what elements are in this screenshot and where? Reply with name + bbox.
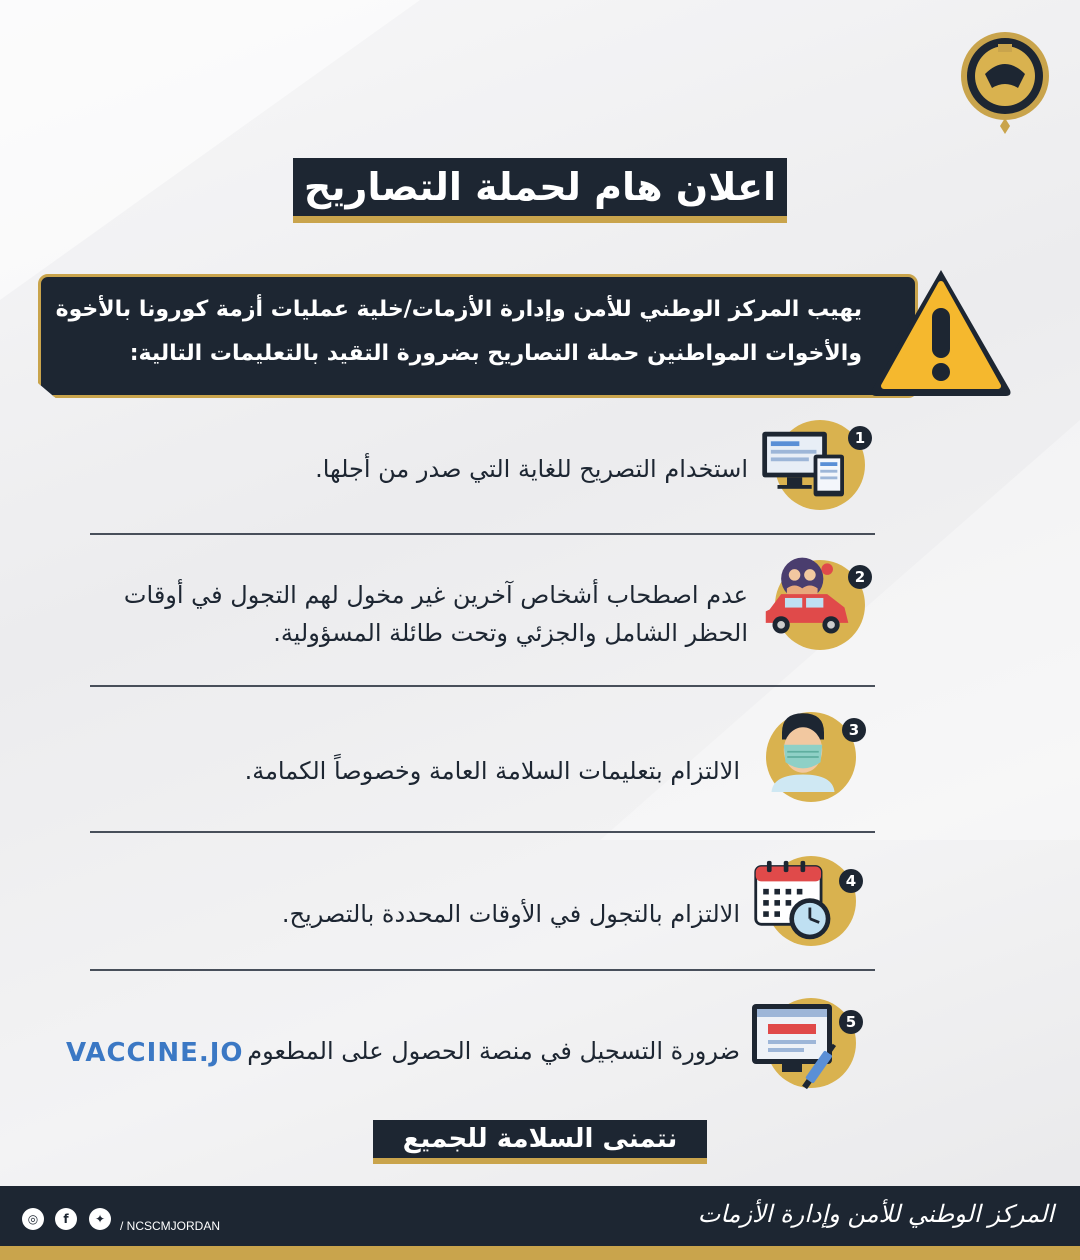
organization-logo-text: المركز الوطني للأمن وإدارة الأزمات (697, 1200, 1054, 1228)
divider (90, 685, 875, 687)
item-line: الالتزام بتعليمات السلامة العامة وخصوصاً الكمامة. (244, 757, 740, 785)
title-banner (293, 158, 787, 223)
item-number-badge: 2 (848, 565, 872, 589)
closing-text: نتمنى السلامة للجميع (402, 1124, 678, 1154)
item-number-badge: 5 (839, 1010, 863, 1034)
car-passengers-icon (760, 552, 856, 642)
vaccine-platform-icon (748, 1000, 848, 1090)
item-line: الحظر الشامل والجزئي وتحت طائلة المسؤولية. (273, 619, 748, 647)
item-number-badge: 1 (848, 426, 872, 450)
twitter-icon[interactable]: ✦ (89, 1208, 111, 1230)
instagram-icon[interactable]: ◎ (22, 1208, 44, 1230)
emblem-seal-icon (958, 30, 1052, 134)
item-text (315, 450, 748, 488)
item-line: عدم اصطحاب أشخاص آخرين غير مخول لهم التجول في أوقات (123, 581, 748, 609)
item-text (282, 895, 740, 933)
facebook-icon[interactable]: f (55, 1208, 77, 1230)
item-text (124, 576, 748, 652)
item-number-badge: 4 (839, 869, 863, 893)
divider (90, 533, 875, 535)
warning-triangle-icon (866, 262, 1016, 400)
vaccine-platform-name: VACCINE.JO (66, 1038, 244, 1068)
item-line: استخدام التصريح للغاية التي صدر من أجلها. (315, 455, 748, 483)
item-text (247, 1032, 740, 1070)
divider (90, 831, 875, 833)
closing-banner (373, 1120, 707, 1164)
item-line: الالتزام بالتجول في الأوقات المحددة بالتصريح. (281, 900, 740, 928)
footer-stripe (0, 1246, 1080, 1260)
item-text (245, 752, 740, 790)
computer-screens-icon (758, 428, 854, 504)
social-handle[interactable]: / NCSCMJORDAN (120, 1219, 221, 1233)
item-number-badge: 3 (842, 718, 866, 742)
intro-line: والأخوات المواطنين حملة التصاريح بضرورة التقيد بالتعليمات التالية: (129, 341, 862, 366)
calendar-clock-icon (752, 858, 836, 944)
divider (90, 969, 875, 971)
page-title: اعلان هام لحملة التصاريح (303, 165, 777, 209)
intro-line: يهيب المركز الوطني للأمن وإدارة الأزمات/خلية عمليات أزمة كورونا بالأخوة (55, 297, 862, 322)
face-mask-icon (768, 700, 838, 800)
item-line: ضرورة التسجيل في منصة الحصول على المطعوم (247, 1037, 740, 1065)
background-shard (0, 0, 420, 300)
intro-text (50, 288, 862, 376)
